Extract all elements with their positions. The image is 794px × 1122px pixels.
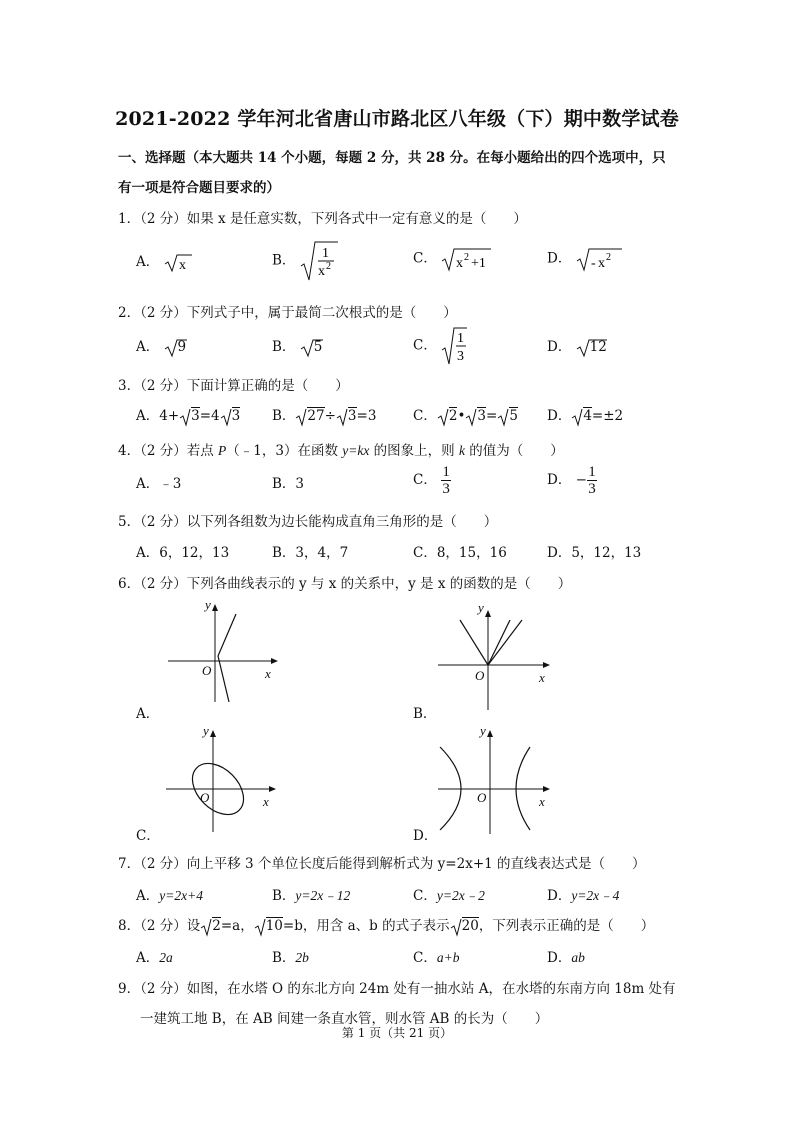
question-8-stem: 8．（2 分）设 2=a， 10=b，用含 a、b 的式子表示 20，下列表示正确的是（ ） [118,914,654,937]
radical-sign [200,917,212,937]
x-label: x [265,666,271,681]
graph-c [160,722,290,832]
q3-option-d: D． 4=±2 [547,404,623,427]
sqrt-one-third [441,326,469,366]
x-axis-arrow [271,658,278,664]
x-label: x [539,670,545,685]
curve [488,620,510,665]
svg-text:+1: +1 [471,256,487,271]
question-5-stem: 5．（2 分）以下列各组数为边长能构成直角三角形的是（ ） [118,514,498,530]
y-label: y [203,723,209,738]
svg-text:1: 1 [321,246,329,261]
x-axis-arrow [269,786,276,792]
radical-sign [437,407,449,427]
origin-label: O [202,663,212,678]
q2-option-a: A． 9 [136,335,186,358]
radical-sign [220,407,232,427]
sqrt-x-squared-plus-one [441,246,493,272]
graph-b [430,600,560,710]
radical-sign [497,407,509,427]
svg-text:-: - [590,256,596,271]
y-axis-arrow [210,730,216,737]
x-label: x [539,794,545,809]
svg-text:2: 2 [325,261,331,272]
q2-option-b: B． 5 [272,335,322,358]
q2-option-d: D． 12 [547,335,607,358]
svg-text:x: x [456,256,464,271]
x-axis-arrow [543,662,550,668]
svg-text:x: x [597,256,605,271]
q6-option-b: B． [413,706,437,722]
section-heading-line1: 一、选择题（本大题共 14 个小题，每题 2 分，共 28 分。在每小题给出的四个选项中，只 [118,150,666,166]
radical-sign [336,407,348,427]
graph-d [430,722,560,834]
question-4-stem: 4．（2 分）若点 P（﹣1，3）在函数 y=kx 的图象上，则 k 的值为（ ） [118,443,564,459]
svg-text:2: 2 [605,252,611,263]
fraction-one-third: $\frac{1}{3}$ [588,464,596,497]
y-axis-arrow [212,604,218,611]
section-heading [118,143,678,203]
q3-option-b: B． 27÷ 3=3 [272,404,376,427]
origin-label: O [475,668,485,683]
svg-text:x: x [317,264,325,279]
q6-option-a: A． [136,706,160,722]
q1-option-a: A． x [136,250,194,273]
origin-label: O [200,790,210,805]
origin-label: O [477,790,487,805]
q3-option-c: C． 2• 3= 5 [413,404,518,427]
radical-sign [254,917,266,937]
y-label: y [478,600,484,615]
q4-option-c: C． $\frac{1}{3}$ [413,464,450,497]
q4-option-a: A．﹣3 [136,476,182,492]
q1-option-c: C． x 2 +1 [413,246,493,272]
y-label: y [205,597,211,612]
q7-option-b: B．y=2x﹣12 [272,888,351,904]
x-label: x [263,794,269,809]
radical-sign [465,407,477,427]
frac-den: 3 [457,349,465,364]
fraction-one-third: $\frac{1}{3}$ [442,464,450,497]
y-label: y [480,723,486,738]
q5-option-d: D．5，12，13 [547,545,642,561]
x-axis-arrow [543,786,550,792]
q5-option-b: B．3，4，7 [272,545,349,561]
q8-option-a: A．2a [136,950,173,966]
frac-num: 1 [457,331,465,346]
graph-a [160,594,290,704]
curve [488,620,522,665]
y-axis-arrow [485,610,491,617]
q6-option-d: D． [413,828,438,844]
sqrt-negative-x-squared [576,246,624,272]
radical-sign [450,917,462,937]
page-title: 2021-2022 学年河北省唐山市路北区八年级（下）期中数学试卷 [115,108,679,130]
q6-option-c: C． [136,828,160,844]
q1-option-b: B． 1 x 2 [272,240,340,282]
svg-text:x: x [178,257,186,273]
curve [218,656,229,702]
question-3-stem: 3．（2 分）下面计算正确的是（ ） [118,378,349,394]
question-9-line1: 9．（2 分）如图，在水塔 O 的东北方向 24m 处有一抽水站 A，在水塔的东南方向 18m 处有 [118,981,676,997]
sqrt-one-over-x-squared [300,240,340,282]
curve [460,620,488,665]
radical-sign [295,407,307,427]
q1-option-d: D． - x 2 [547,246,624,272]
question-2-stem: 2．（2 分）下列式子中，属于最简二次根式的是（ ） [118,305,457,321]
curve [218,614,236,656]
question-7-stem: 7．（2 分）向上平移 3 个单位长度后能得到解析式为 y=2x+1 的直线表达式是（ ） [118,856,646,872]
q8-option-d: D．ab [547,950,585,966]
q2-option-c: C． 1 3 [413,326,469,366]
sqrt-x-expression [164,253,194,273]
q5-option-a: A．6，12，13 [136,545,230,561]
page-footer: 第 1 页（共 21 页） [341,1026,453,1040]
q4-option-b: B．3 [272,476,305,492]
q7-option-d: D．y=2x﹣4 [547,888,620,904]
q3-option-a: A．4+ 3=4 3 [136,404,240,427]
q5-option-c: C．8，15，16 [413,545,507,561]
radical-sign [571,407,583,427]
q8-option-b: B．2b [272,950,309,966]
radical-sign [179,407,191,427]
q8-option-c: C．a+b [413,950,460,966]
q7-option-c: C．y=2x﹣2 [413,888,485,904]
y-axis-arrow [487,730,493,737]
section-heading-line2: 有一项是符合题目要求的） [118,180,280,196]
q7-option-a: A．y=2x+4 [136,888,203,904]
question-1-stem: 1．（2 分）如果 x 是任意实数，下列各式中一定有意义的是（ ） [118,211,527,227]
svg-text:2: 2 [464,252,470,263]
question-9-line2: 一建筑工地 B，在 AB 间建一条直水管，则水管 AB 的长为（ ） [140,1011,549,1027]
question-6-stem: 6．（2 分）下列各曲线表示的 y 与 x 的关系中，y 是 x 的函数的是（ ） [118,576,572,592]
q4-option-d: D． − $\frac{1}{3}$ [547,464,596,497]
